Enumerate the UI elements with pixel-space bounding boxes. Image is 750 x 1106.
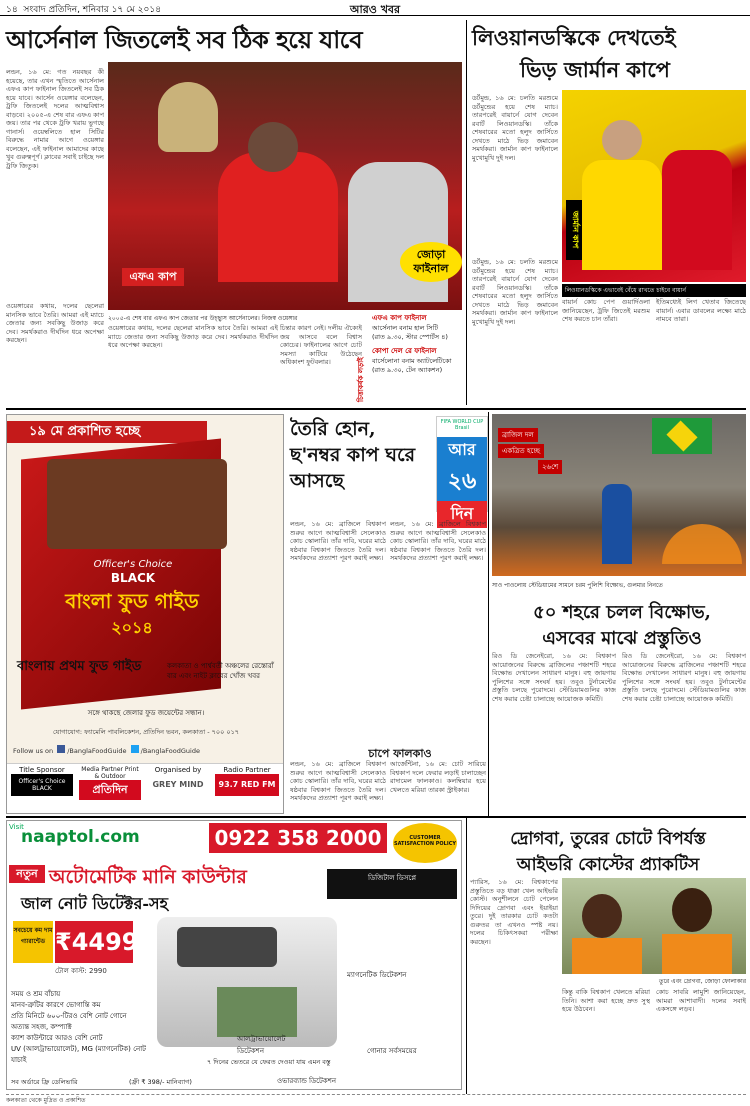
sponsor-logo: 93.7 RED FM [215,774,279,796]
arsenal-body-left-2: ওয়েঙ্গারের কথায়, দলের ছেলেরা মানসিক ভাবে তৈরি। আমরা এই ম্যাচে জেতার জন্য সবকিছু উজাড় করে দেব। সমর্থকরাও দীর্ঘদিন ধরে অপেক্ষা করছেন। [6,302,104,344]
feature-item: মানব-ত্রুটির কারণে ভোগান্তি কম [11,1001,101,1009]
arsenal-body-right: চিন্তার কারণ নেই। দলীয় ঐক্যেই জয় আসবে বলে বিশ্বাস কোচের। ফাইনালের আগে চোট সমস্যা কাটিয়ে উঠেছেন অধিকাংশ ফুটবলার। [280,324,362,366]
naaptol-price: ₹4499 [55,921,133,963]
fa-cup-trophy [158,82,218,152]
naaptol-logo: naaptol.com [21,827,140,847]
column-divider [466,20,467,405]
twitter-icon [131,745,139,753]
uv-label: আলট্রাভায়োলেট ডিটেকশন [237,1035,286,1055]
lewa-col-3: ইতিমধ্যেই লিগ খেতাব জিতেছে বায়ার্ন। এবার ডাবলের লক্ষ্যে মাঠে নামবে তারা। [656,298,746,323]
lewa-headline-1: লিওয়ানডস্কিকে দেখতেই [472,25,676,50]
lewa-col-2: বায়ার্ন কোচ পেপ গুয়ার্দিওলা জানিয়েছেন, ট্রফি জিতেই মরশুম শেষ করতে চান তাঁরা। [562,298,650,323]
machine-top [177,927,277,967]
protest-photo [492,414,746,576]
food-guide-tagline: বাংলায় প্রথম ফুড গাইড [17,659,142,674]
player-head [672,888,712,932]
banner-line-2: একত্রিত হচ্ছে [498,444,544,458]
ivory-col-3: কোচ সাবরি লামুশি জানিয়েছেন, আমরা আশাবাদী। দলের সবাই একসঙ্গে লড়ব। [656,988,746,1013]
banner-line-3: ২৬শে [538,460,562,474]
page-footer-note: কলকাতা থেকে মুদ্রিত ও প্রকাশিত [6,1097,86,1104]
protest-body-1: রিও ডি জেনেইরো, ১৬ মে: বিশ্বকাপ আয়োজনের বিরুদ্ধে ব্রাজিলের পঞ্চাশটি শহরে বিক্ষোভ দেখালেন সাধারণ মানুষ। বহু জায়গায় পুলিশের সঙ্গে সংঘর্ষ হয়। তবুও টুর্নামেন্টের প্রস্তুতি চলছে পুরোদমে। স্টেডিয়ামগুলির কাজ শেষ করার চেষ্টা চালাচ্ছে আয়োজক কমিটি। [492,652,616,703]
facebook-link[interactable]: /BanglaFoodGuide [67,747,127,755]
arsenal-headline: আর্সেনাল জিতলেই সব ঠিক হয়ে যাবে [6,25,363,54]
sponsor-logo: GREY MIND [152,780,204,789]
lewa-body-2: ডর্টমুন্ড, ১৬ মে: চলতি মরশুমে ডর্টমুন্ডের হয়ে শেষ ম্যাচ। তারপরেই বায়ার্নে যোগ দেবেন রবার্ট লিওয়ানডস্কি। তাঁকে শেষবারের মতো হলুদ জার্সিতে দেখতে মাঠে ভিড় জমাবেন সমর্থকরা। জার্মান কাপ ফাইনালে মুখোমুখি দুই দল। [472,258,558,326]
player-figure [218,152,338,282]
overband-label: ওভারব্যান্ড ডিটেকশন [277,1077,337,1085]
ivory-col-2: কিন্তু বাকি বিশ্বকাপ খেলতে মরিয়া তিনি। আশা করা হচ্ছে দ্রুত সুস্থ হয়ে উঠবেন। [562,988,650,1013]
old-price: টোল কাস্ট: 2990 [55,967,107,975]
fire [662,524,742,564]
side-note-line-2: বার এবং নাইট ক্লাবের খোঁজ খবর [167,672,260,680]
fixture-line-3: কোপা দেল রে ফাইনাল [372,347,437,355]
lewa-photo [562,90,746,282]
wc-body-3: আর্জেন্টিনা, ১৬ মে: চোট সারিয়ে বিশ্বকাপ দলে ফেরার লড়াই চালাচ্ছেন রাদামেল ফালকাও। কলম্বিয়ার হয়ে খেলতে মরিয়া তারকা স্ট্রাইকার। [390,760,486,794]
food-guide-title: বাংলা ফুড গাইড [65,589,199,613]
feature-item: UV (আলট্রাভায়োলেট), MG (ম্যাগনেটিক) নোট যাচাই [11,1045,146,1064]
side-note-line-1: কলকাতা ও পার্শ্ববর্তী অঞ্চলের রেস্তোরাঁ [167,662,274,670]
food-guide-banner: ১৯ মে প্রকাশিত হচ্ছে [7,421,207,443]
naaptol-ad [6,820,462,1090]
double-final-badge: জোড়া ফাইনাল [400,242,462,282]
naaptol-info-box [327,869,457,899]
player-head [602,120,642,160]
section-title: আরও খবর [349,3,401,16]
arsenal-body-left: লন্ডন, ১৬ মে: গত নয়বছর কী হয়েছে, তার এখন স্মৃতিতে আর্সেনাল এফএ কাপ ফাইনাল জিতলেই সব ঠিক হয়ে যাবে। আর্সেন ওয়েঙ্গার বলেছেন, ট্রফি জিতলেই দলের আত্মবিশ্বাস বাড়বে। ২০০৫-এ শেষ বার এফএ কাপ জয়। তার পর থেকে ট্রফি খরায় ভুগছে গানার্স। ওয়েম্বলিতে হাল সিটির বিরুদ্ধে নামার আগে ওয়েঙ্গার বলেছেন, এই ফাইনাল আমাদের কাছে খুব গুরুত্বপূর্ণ। ক্লাবের সবাই চাইছে দল ট্রফি জিতুক। [6,68,104,170]
feature-item: সময় ও শ্রম বাঁচায় [11,990,61,998]
fixtures-heading: এফএ কাপ ফাইনাল [372,314,427,322]
section-divider [6,408,746,410]
ivory-headline-2: আইভরি কোস্টের প্র্যাকটিস [516,855,700,875]
ivory-body: প্যারিস, ১৬ মে: বিশ্বকাপের প্রস্তুতিতে বড় ধাক্কা খেল আইভরি কোস্ট। অনুশীলনে চোট পেলেন দিদিয়ের দ্রোগবা এবং ইয়াইয়া তুরে। দুই তারকার চোট কতটা গুরুতর তা এখনও স্পষ্ট নয়। দলের চিকিৎসকরা পরীক্ষা করছেন। [470,878,558,946]
player-jersey [662,934,732,974]
arsenal-photo-caption: ২০০৫-এ শেষ বার এফএ কাপ জেতার পর উচ্ছ্বাস আর্সেনালের। নিজস্ব ওয়েঙ্গার [108,315,298,322]
countdown-days: দিন [437,501,487,528]
food-guide-brand: Officer's Choice [93,559,173,570]
protest-headline-2: এসবের মাঝে প্রস্তুতিও [542,628,702,649]
feature-item: ক্যাশ কাউন্টারে আরও বেশি নোট [11,1034,103,1042]
ivory-headline-1: দ্রোগবা, তুরের চোটে বিপর্যস্ত [510,829,706,849]
german-cup-label: জার্মান কাপ [566,200,582,260]
player-head [582,894,622,938]
twitter-link[interactable]: /BanglaFoodGuide [140,747,200,755]
ivory-photo [562,878,746,974]
sponsor-logo: প্রতিদিন [79,780,141,800]
sponsor-radio [215,766,279,796]
info-label: ডিজিটাল ডিসপ্লে [367,874,417,882]
visit-label: Visit [9,823,24,831]
food-guide-contact: যোগাযোগ: ফ্যামেলি পাবলিকেশন, প্রতিদিন ভবন, কলকাতা - ৭০০ ০১৭ [52,728,240,736]
countdown-label: আর [437,437,487,464]
fixture-line-4: বার্সেলোনা বনাম অ্যাটলেটিকো [372,357,452,365]
banner-line-1: ব্রাজিল দল [498,428,538,442]
arsenal-side-label: চিত্তাকর্ষক লড়াই [357,357,365,402]
sponsor-strip [7,763,283,813]
sponsor-label: Media Partner Print & Outdoor [81,766,139,780]
countdown-number: ২৬ [437,464,487,501]
fa-cup-tag: এফএ কাপ [122,268,184,286]
wc-body-2: লন্ডন, ১৬ মে: ব্রাজিলে বিশ্বকাপ শুরুর আগে আত্মবিশ্বাসী সেলেকাও কোচ স্কোলারি। তাঁর দাবি, ঘরের মাঠে ষষ্ঠবার বিশ্বকাপ জিততে তৈরি দল। সমর্থকদের প্রত্যাশা পূরণ করাই লক্ষ্য। [390,520,486,562]
column-divider [466,818,467,1094]
player-figure [582,160,662,270]
food-image [47,459,227,549]
player-figure [662,150,732,270]
follow-label: Follow us on [13,747,54,755]
arsenal-body-mid: ওয়েঙ্গারের কথায়, দলের ছেলেরা মানসিক ভাবে তৈরি। আমরা এই ম্যাচে জেতার জন্য সবকিছু উজাড় করে দেব। সমর্থকরাও দীর্ঘদিন ধরে অপেক্ষা করছেন। [108,324,278,349]
fixture-line-2: (রাত ৯.৩০, স্টার স্পোর্টস ৪) [372,333,448,341]
sponsor-title [11,766,73,796]
lewa-photo-caption: লিওয়ানডস্কিকে এভাবেই বেঁধে রাখতে চাইবে বায়ার্ন [562,284,746,297]
feature-item: প্রতি মিনিটে ৬০০-টিরও বেশি নোট গোনে [11,1012,127,1020]
lewa-body: ডর্টমুন্ড, ১৬ মে: চলতি মরশুমে ডর্টমুন্ডের হয়ে শেষ ম্যাচ। তারপরেই বায়ার্নে যোগ দেবেন রবার্ট লিওয়ানডস্কি। তাঁকে শেষবারের মতো হলুদ জার্সিতে দেখতে মাঠে ভিড় জমাবেন সমর্থকরা। জার্মান কাপ ফাইনালে মুখোমুখি দুই দল। [472,94,558,162]
naaptol-gift-note: (ফ্রী ₹ 398/- মানিব্যাগ) [129,1078,192,1086]
page-header [0,0,750,16]
food-guide-social [13,745,279,755]
fixtures-box [372,312,462,404]
food-guide-side-note [167,661,279,681]
wc-subhead: চাপে ফালকাও [368,747,432,760]
wc-headline: তৈরি হোন, ছ'নম্বর কাপ ঘরে আসছে [290,418,416,492]
protest-body-2: রিও ডি জেনেইরো, ১৬ মে: বিশ্বকাপ আয়োজনের বিরুদ্ধে ব্রাজিলের পঞ্চাশটি শহরে বিক্ষোভ দেখালেন সাধারণ মানুষ। বহু জায়গায় পুলিশের সঙ্গে সংঘর্ষ হয়। তবুও টুর্নামেন্টের প্রস্তুতি চলছে পুরোদমে। স্টেডিয়ামগুলির কাজ শেষ করার চেষ্টা চালাচ্ছে আয়োজক কমিটি। [622,652,746,703]
protest-photo-caption: সাও পাওলোয় স্টেডিয়ামের সামনে চরম পুলিশি বিক্ষোভ, গুলমার নিনতে [492,582,663,589]
sponsor-media [79,766,141,800]
fifa-logo: FIFA WORLD CUP Brasil [440,419,484,431]
naaptol-phone[interactable]: 0922 358 2000 [209,823,387,853]
food-guide-brand-sub: BLACK [110,571,156,585]
new-tag: নতুন [9,865,45,883]
naaptol-title-2: জাল নোট ডিটেক্টর-সহ [21,894,168,913]
protester-figure [602,484,632,564]
fixture-line-1: আর্সেনাল বনাম হাল সিটি [372,324,438,332]
feature-item: অত্যন্ত সহজ, কম্প্যাক্ট [11,1023,72,1031]
protest-banner [498,428,562,476]
wc-body-1: লন্ডন, ১৬ মে: ব্রাজিলে বিশ্বকাপ শুরুর আগে আত্মবিশ্বাসী সেলেকাও কোচ স্কোলারি। তাঁর দাবি, ঘরের মাঠে ষষ্ঠবার বিশ্বকাপ জিততে তৈরি দল। সমর্থকদের প্রত্যাশা পূরণ করাই লক্ষ্য। [290,520,386,562]
ivory-photo-caption: তুরে এবং দ্রোগবা, জোড়া ফোলাকার [659,978,746,985]
fixture-line-5: (রাত ৯.৩০, টেন অ্যাকশন) [372,366,443,374]
facebook-icon [57,745,65,753]
naaptol-title-1: অটোমেটিক মানি কাউন্টার [49,866,247,888]
column-divider [488,412,489,816]
sponsor-label: Organised by [154,766,202,774]
sponsor-label: Title Sponsor [19,766,65,774]
magnetic-label: ম্যাগনেটিক ডিটেকশন [347,971,407,979]
lewa-headline-2: ভিড় জার্মান কাপে [520,57,670,82]
food-guide-year: ২০১৪ [111,618,153,637]
protest-headline-1: ৫০ শহরে চলল বিক্ষোভ, [533,602,711,623]
naaptol-footer: ৭ দিনের ভেতরে যে ফেরত দেওয়া যায় এমন বস্তু [207,1058,331,1066]
satisfaction-badge: CUSTOMER SATISFACTION POLICY [393,823,457,863]
sponsor-logo: Officer's Choice BLACK [11,774,73,796]
naaptol-bottom-note: সব অর্ডারে ফ্রি ডেলিভারি [11,1078,78,1086]
wc-countdown [436,416,488,523]
player-jersey [572,938,642,974]
sponsor-label: Radio Partner [223,766,271,774]
cash-bundle [217,987,297,1037]
wc-body-4: লন্ডন, ১৬ মে: ব্রাজিলে বিশ্বকাপ শুরুর আগে আত্মবিশ্বাসী সেলেকাও কোচ স্কোলারি। তাঁর দাবি, ঘরের মাঠে ষষ্ঠবার বিশ্বকাপ জিততে তৈরি দল। সমর্থকদের প্রত্যাশা পূরণ করাই লক্ষ্য। [290,760,386,802]
page-date-line: ১৪ সংবাদ প্রতিদিন, শনিবার ১৭ মে ২০১৪ [6,5,162,15]
lowest-price-badge: সবচেয়ে কম দাম গ্যারান্টেড [13,921,53,963]
sponsor-organiser [147,766,209,796]
section-divider [6,816,746,818]
player-head [248,122,298,172]
feature-list [11,989,153,1066]
food-guide-ad [6,414,284,814]
count-label: গোনার সর্বসময়ের [367,1047,417,1055]
food-guide-side-note-3: সঙ্গে থাকছে জেলার ফুড জয়েন্টের সন্ধান। [87,709,205,717]
money-counter-image [157,917,337,1047]
